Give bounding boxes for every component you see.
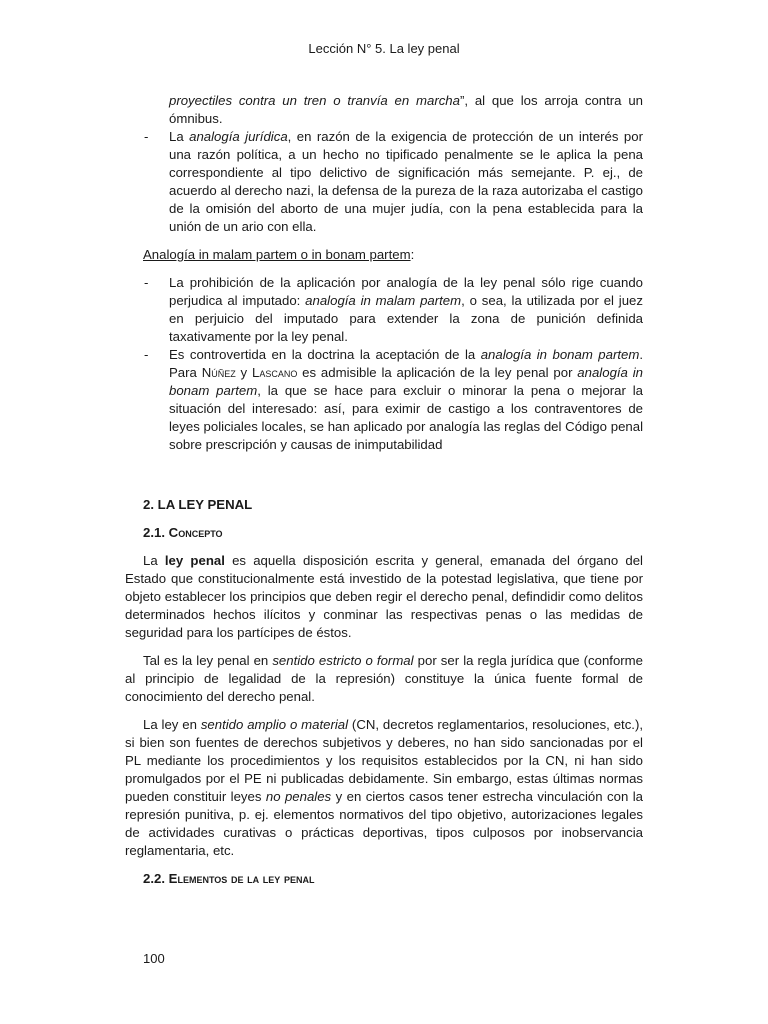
- subsection-heading-elementos: [143, 870, 643, 888]
- bullet-list-top: [125, 92, 643, 236]
- bullet-dash: -: [144, 275, 149, 290]
- subsection-title: Elementos de la ley penal: [168, 871, 315, 886]
- text-run: Es controvertida en la doctrina la aceptación de la: [169, 347, 481, 362]
- bold-text: ley penal: [164, 553, 225, 568]
- text-run: , en razón de la exigencia de protección de un interés por una razón política, a un hecho no tipificado penalmente se le aplica la pena correspondiente al tipo delictivo de significación más semejante. P. ej., de acuerdo al derecho nazi, la defensa de la pureza de la raza autorizaba el castigo de la omisión del aborto de una mujer judía, con la pena establecida para la unión de un ario con ella.: [169, 129, 643, 234]
- italic-text: analogía in bonam partem: [480, 347, 640, 362]
- text-run: y: [235, 365, 252, 380]
- subsection-number: 2.1.: [143, 525, 169, 540]
- text-run: . Para: [169, 347, 643, 380]
- bullet-item: [125, 274, 643, 346]
- page-body: [125, 92, 643, 888]
- italic-text: sentido amplio o material: [200, 717, 349, 732]
- author-name: Núñez: [201, 365, 236, 380]
- subheading-suffix: :: [410, 247, 415, 262]
- text-run: La: [169, 129, 190, 144]
- text-run: , la que se hace para excluir o minorar la pena o mejorar la situación del interesado: así, para eximir de castigo a los contraventores de leyes policiales locales, se han aplicado por analogía las reglas del Código penal sobre prescripción y causas de inimputabilidad: [169, 383, 644, 452]
- italic-text: proyectiles contra un tren o tranvía en marcha: [169, 93, 460, 108]
- text-run: La prohibición de la aplicación por analogía de la ley penal sólo rige cuando perjudica al imputado:: [169, 275, 643, 308]
- text-run: es aquella disposición escrita y general, emanada del órgano del Estado que constitucionalmente está investido de la potestad legislativa, que tiene por objeto establecer los principios que deben regir el derecho penal, defindidir como delitos determinados hechos ilícitos y conminar las respectivas penas o las medidas de seguridad para los partícipes de éstos.: [125, 553, 643, 640]
- text-run: La ley en: [143, 717, 201, 732]
- subsection-heading-concepto: [143, 524, 643, 542]
- page-header: Lección N° 5. La ley penal: [308, 41, 460, 56]
- italic-text: sentido estricto o formal: [272, 653, 414, 668]
- text-run: es admisible la aplicación de la ley penal por: [297, 365, 578, 380]
- bullet-dash: -: [144, 129, 149, 144]
- text-run: La: [143, 553, 165, 568]
- italic-text: analogía in bonam partem: [169, 365, 643, 398]
- text-run: (CN, decretos reglamentarios, resoluciones, etc.), si bien son fuentes de derechos subjetivos y deberes, no han sido sancionadas por el PL mediante los procedimientos y los requisitos establecidos por la CN, ni han sido promulgados por el PE ni publicadas debidamente. Sin embargo, estas últimas normas pueden constituir leyes: [125, 717, 644, 804]
- subsection-number: 2.2.: [143, 871, 169, 886]
- text-run: ”, al que los arroja contra un ómnibus.: [169, 93, 643, 126]
- italic-text: no penales: [265, 789, 332, 804]
- bullet-item: [125, 346, 643, 454]
- text-run: , o sea, la utilizada por el juez en perjuicio del imputado para extender la zona de punición definida taxativamente por la ley penal.: [169, 293, 643, 344]
- section-heading: 2. LA LEY PENAL: [143, 497, 253, 512]
- author-name: Lascano: [251, 365, 298, 380]
- subsection-title: Concepto: [168, 525, 223, 540]
- text-run: y en ciertos casos tener estrecha vinculación con la represión punitiva, p. ej. elementos normativos del tipo objetivo, autorizaciones legales de actividades curativas o prácticas deportivas, tipos culposos por inobservancia reglamentaria, etc.: [125, 789, 643, 858]
- bullet-dash: -: [144, 347, 149, 362]
- body-paragraph: [125, 552, 643, 642]
- italic-text: analogía jurídica: [189, 129, 288, 144]
- text-run: Tal es la ley penal en: [143, 653, 273, 668]
- italic-text: analogía in malam partem: [305, 293, 462, 308]
- page-number: 100: [143, 951, 165, 966]
- text-run: por ser la regla jurídica que (conforme al principio de legalidad de la represión) constituye la única fuente formal de conocimiento del derecho penal.: [125, 653, 643, 704]
- subheading-analogia: [143, 246, 643, 264]
- paragraph-group: [125, 552, 643, 860]
- bullet-item: [125, 128, 643, 236]
- bullet-list-analogia: [125, 274, 643, 454]
- body-paragraph: [125, 652, 643, 706]
- body-paragraph: [125, 716, 643, 860]
- subheading-label: Analogía in malam partem o in bonam partem: [143, 247, 411, 262]
- bullet-item: [125, 92, 643, 128]
